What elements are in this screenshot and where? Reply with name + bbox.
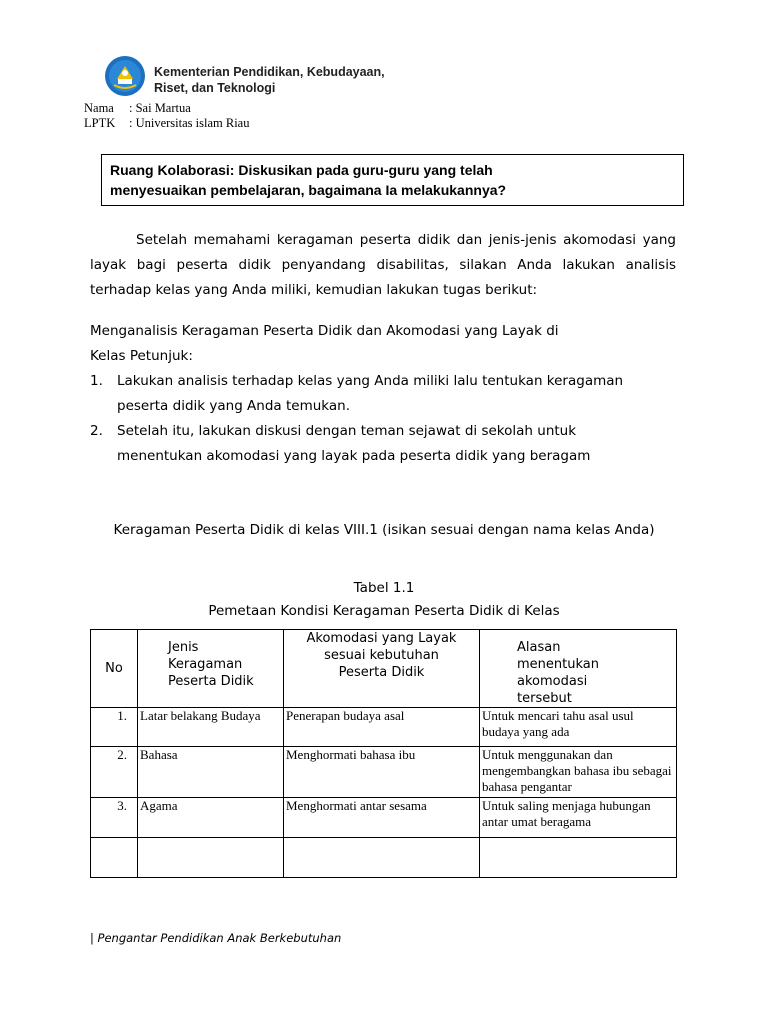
task-item-2-number: 2. (90, 423, 103, 439)
row-4-jenis (138, 838, 284, 878)
table-caption-title: Pemetaan Kondisi Keragaman Peserta Didik di Kelas (208, 603, 560, 619)
task-item-1-number: 1. (90, 373, 103, 389)
meta-lptk-value: : Universitas islam Riau (129, 116, 250, 130)
page-footer (90, 931, 341, 945)
meta-lptk (84, 116, 249, 131)
row-4-akomodasi (284, 838, 480, 878)
intro-line2: layak bagi peserta didik penyandang disabilitas, silakan Anda lakukan analisis (90, 257, 676, 273)
diversity-mapping-table (90, 629, 677, 878)
header-no: No (91, 630, 138, 708)
intro-line1: Setelah memahami keragaman peserta didik dan jenis-jenis akomodasi yang (136, 232, 676, 248)
meta-nama-value: : Sai Martua (129, 101, 191, 115)
row-1-alasan: Untuk mencari tahu asal usul budaya yang ada (480, 708, 677, 747)
meta-nama-label: Nama (84, 101, 114, 115)
ministry-name-line1: Kementerian Pendidikan, Kebudayaan, (154, 65, 385, 79)
row-3-no: 3. (91, 798, 138, 838)
task-item-1 (90, 369, 654, 419)
table-row (91, 798, 677, 838)
meta-lptk-label: LPTK (84, 116, 116, 130)
row-3-jenis: Agama (138, 798, 284, 838)
ministry-name-line2: Riset, dan Teknologi (154, 81, 276, 95)
table-row (91, 747, 677, 798)
row-1-jenis: Latar belakang Budaya (138, 708, 284, 747)
header-alasan: Alasan menentukan akomodasi tersebut (480, 630, 677, 708)
ministry-name (154, 64, 385, 96)
class-heading: Keragaman Peserta Didik di kelas VIII.1 (isikan sesuai dengan nama kelas Anda) (113, 522, 655, 538)
meta-nama (84, 101, 191, 116)
footer-separator: | (90, 931, 94, 945)
row-2-no: 2. (91, 747, 138, 798)
collaboration-prompt-box (101, 154, 684, 206)
footer-text: Pengantar Pendidikan Anak Berkebutuhan (97, 931, 342, 945)
row-2-alasan: Untuk menggunakan dan mengembangkan bahasa ibu sebagai bahasa pengantar (480, 747, 677, 798)
row-3-alasan: Untuk saling menjaga hubungan antar umat beragama (480, 798, 677, 838)
table-row (91, 708, 677, 747)
task-item-2 (90, 419, 654, 469)
task-item-2-text: Setelah itu, lakukan diskusi dengan teman sejawat di sekolah untuk menentukan akomodasi yang layak pada peserta didik yang beragam (117, 423, 591, 464)
row-3-akomodasi: Menghormati antar sesama (284, 798, 480, 838)
task-item-1-text: Lakukan analisis terhadap kelas yang Anda miliki lalu tentukan keragaman peserta didik yang Anda temukan. (117, 373, 624, 414)
table-row (91, 838, 677, 878)
prompt-line1: Ruang Kolaborasi: Diskusikan pada guru-guru yang telah (110, 162, 493, 178)
intro-line3: terhadap kelas yang Anda miliki, kemudian lakukan tugas berikut: (90, 282, 538, 298)
row-2-jenis: Bahasa (138, 747, 284, 798)
task-title-line1: Menganalisis Keragaman Peserta Didik dan Akomodasi yang Layak di (90, 323, 559, 339)
header-jenis: Jenis Keragaman Peserta Didik (138, 630, 284, 708)
tut-wuri-handayani-logo-icon (104, 55, 146, 97)
row-2-akomodasi: Menghormati bahasa ibu (284, 747, 480, 798)
row-4-alasan (480, 838, 677, 878)
header-akomodasi: Akomodasi yang Layak sesuai kebutuhan Peserta Didik (284, 630, 480, 708)
row-1-no: 1. (91, 708, 138, 747)
task-title-line2: Kelas Petunjuk: (90, 348, 193, 364)
table-header-row (91, 630, 677, 708)
row-4-no (91, 838, 138, 878)
prompt-line2: menyesuaikan pembelajaran, bagaimana Ia melakukannya? (110, 182, 507, 198)
row-1-akomodasi: Penerapan budaya asal (284, 708, 480, 747)
table-caption-number: Tabel 1.1 (353, 580, 415, 596)
